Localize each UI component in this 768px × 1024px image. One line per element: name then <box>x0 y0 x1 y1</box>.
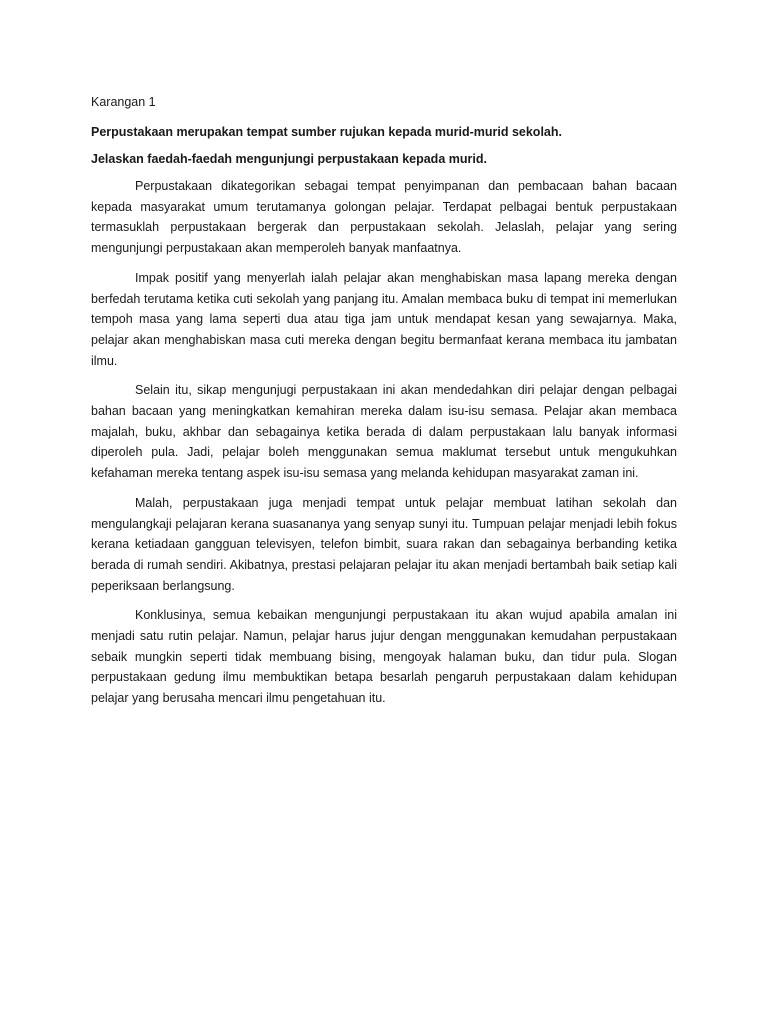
essay-question-statement: Perpustakaan merupakan tempat sumber rujukan kepada murid-murid sekolah. <box>91 125 562 139</box>
paragraph-point-2: Selain itu, sikap mengunjugi perpustakaan ini akan mendedahkan diri pelajar dengan pelbagai bahan bacaan yang meningkatkan kemahiran mereka dalam isu-isu semasa. Pelajar akan membaca majalah, buku, akhbar dan sebagainya ketika berada di dalam perpustakaan lalu banyak informasi diperoleh pula. Jadi, pelajar boleh menggunakan semua maklumat tersebut untuk mengukuhkan kefahaman mereka tentang aspek isu-isu semasa yang melanda kehidupan masyarakat zaman ini. <box>91 383 677 481</box>
paragraph-point-1: Impak positif yang menyerlah ialah pelajar akan menghabiskan masa lapang mereka dengan berfedah terutama ketika cuti sekolah yang panjang itu. Amalan membaca buku di tempat ini memerlukan tempoh masa yang lama seperti dua atau tiga jam untuk mendapat kesan yang sewajarnya. Maka, pelajar akan menghabiskan masa cuti mereka dengan begitu bermanfaat kerana membaca itu jambatan ilmu. <box>91 270 677 368</box>
essay-label: Karangan 1 <box>91 95 156 109</box>
paragraph-point-3: Malah, perpustakaan juga menjadi tempat untuk pelajar membuat latihan sekolah dan mengulangkaji pelajaran kerana suasananya yang senyap sunyi itu. Tumpuan pelajar menjadi lebih fokus kerana ketiadaan gangguan televisyen, telefon bimbit, suara rakan dan sebagainya berbanding ketika berada di rumah sendiri. Akibatnya, prestasi pelajaran pelajar itu akan menjadi bertambah baik setiap kali peperiksaan berlangsung. <box>91 495 677 593</box>
document-page <box>91 92 677 718</box>
paragraph-introduction: Perpustakaan dikategorikan sebagai tempat penyimpanan dan pembacaan bahan bacaan kepada masyarakat umum terutamanya golongan pelajar. Terdapat pelbagai bentuk perpustakaan termasuklah perpustakaan bergerak dan perpustakaan sekolah. Jelaslah, pelajar yang sering mengunjungi perpustakaan akan memperoleh banyak manfaatnya. <box>91 179 677 256</box>
paragraph-conclusion: Konklusinya, semua kebaikan mengunjungi perpustakaan itu akan wujud apabila amalan ini menjadi satu rutin pelajar. Namun, pelajar harus jujur dengan menggunakan kemudahan perpustakaan sebaik mungkin seperti tidak membuang bising, mengoyak halaman buku, dan tidur pula. Slogan perpustakaan gedung ilmu membuktikan betapa besarlah pengaruh perpustakaan dalam kehidupan pelajar yang berusaha mencari ilmu pengetahuan itu. <box>91 608 677 706</box>
essay-question-task: Jelaskan faedah-faedah mengunjungi perpustakaan kepada murid. <box>91 152 487 166</box>
